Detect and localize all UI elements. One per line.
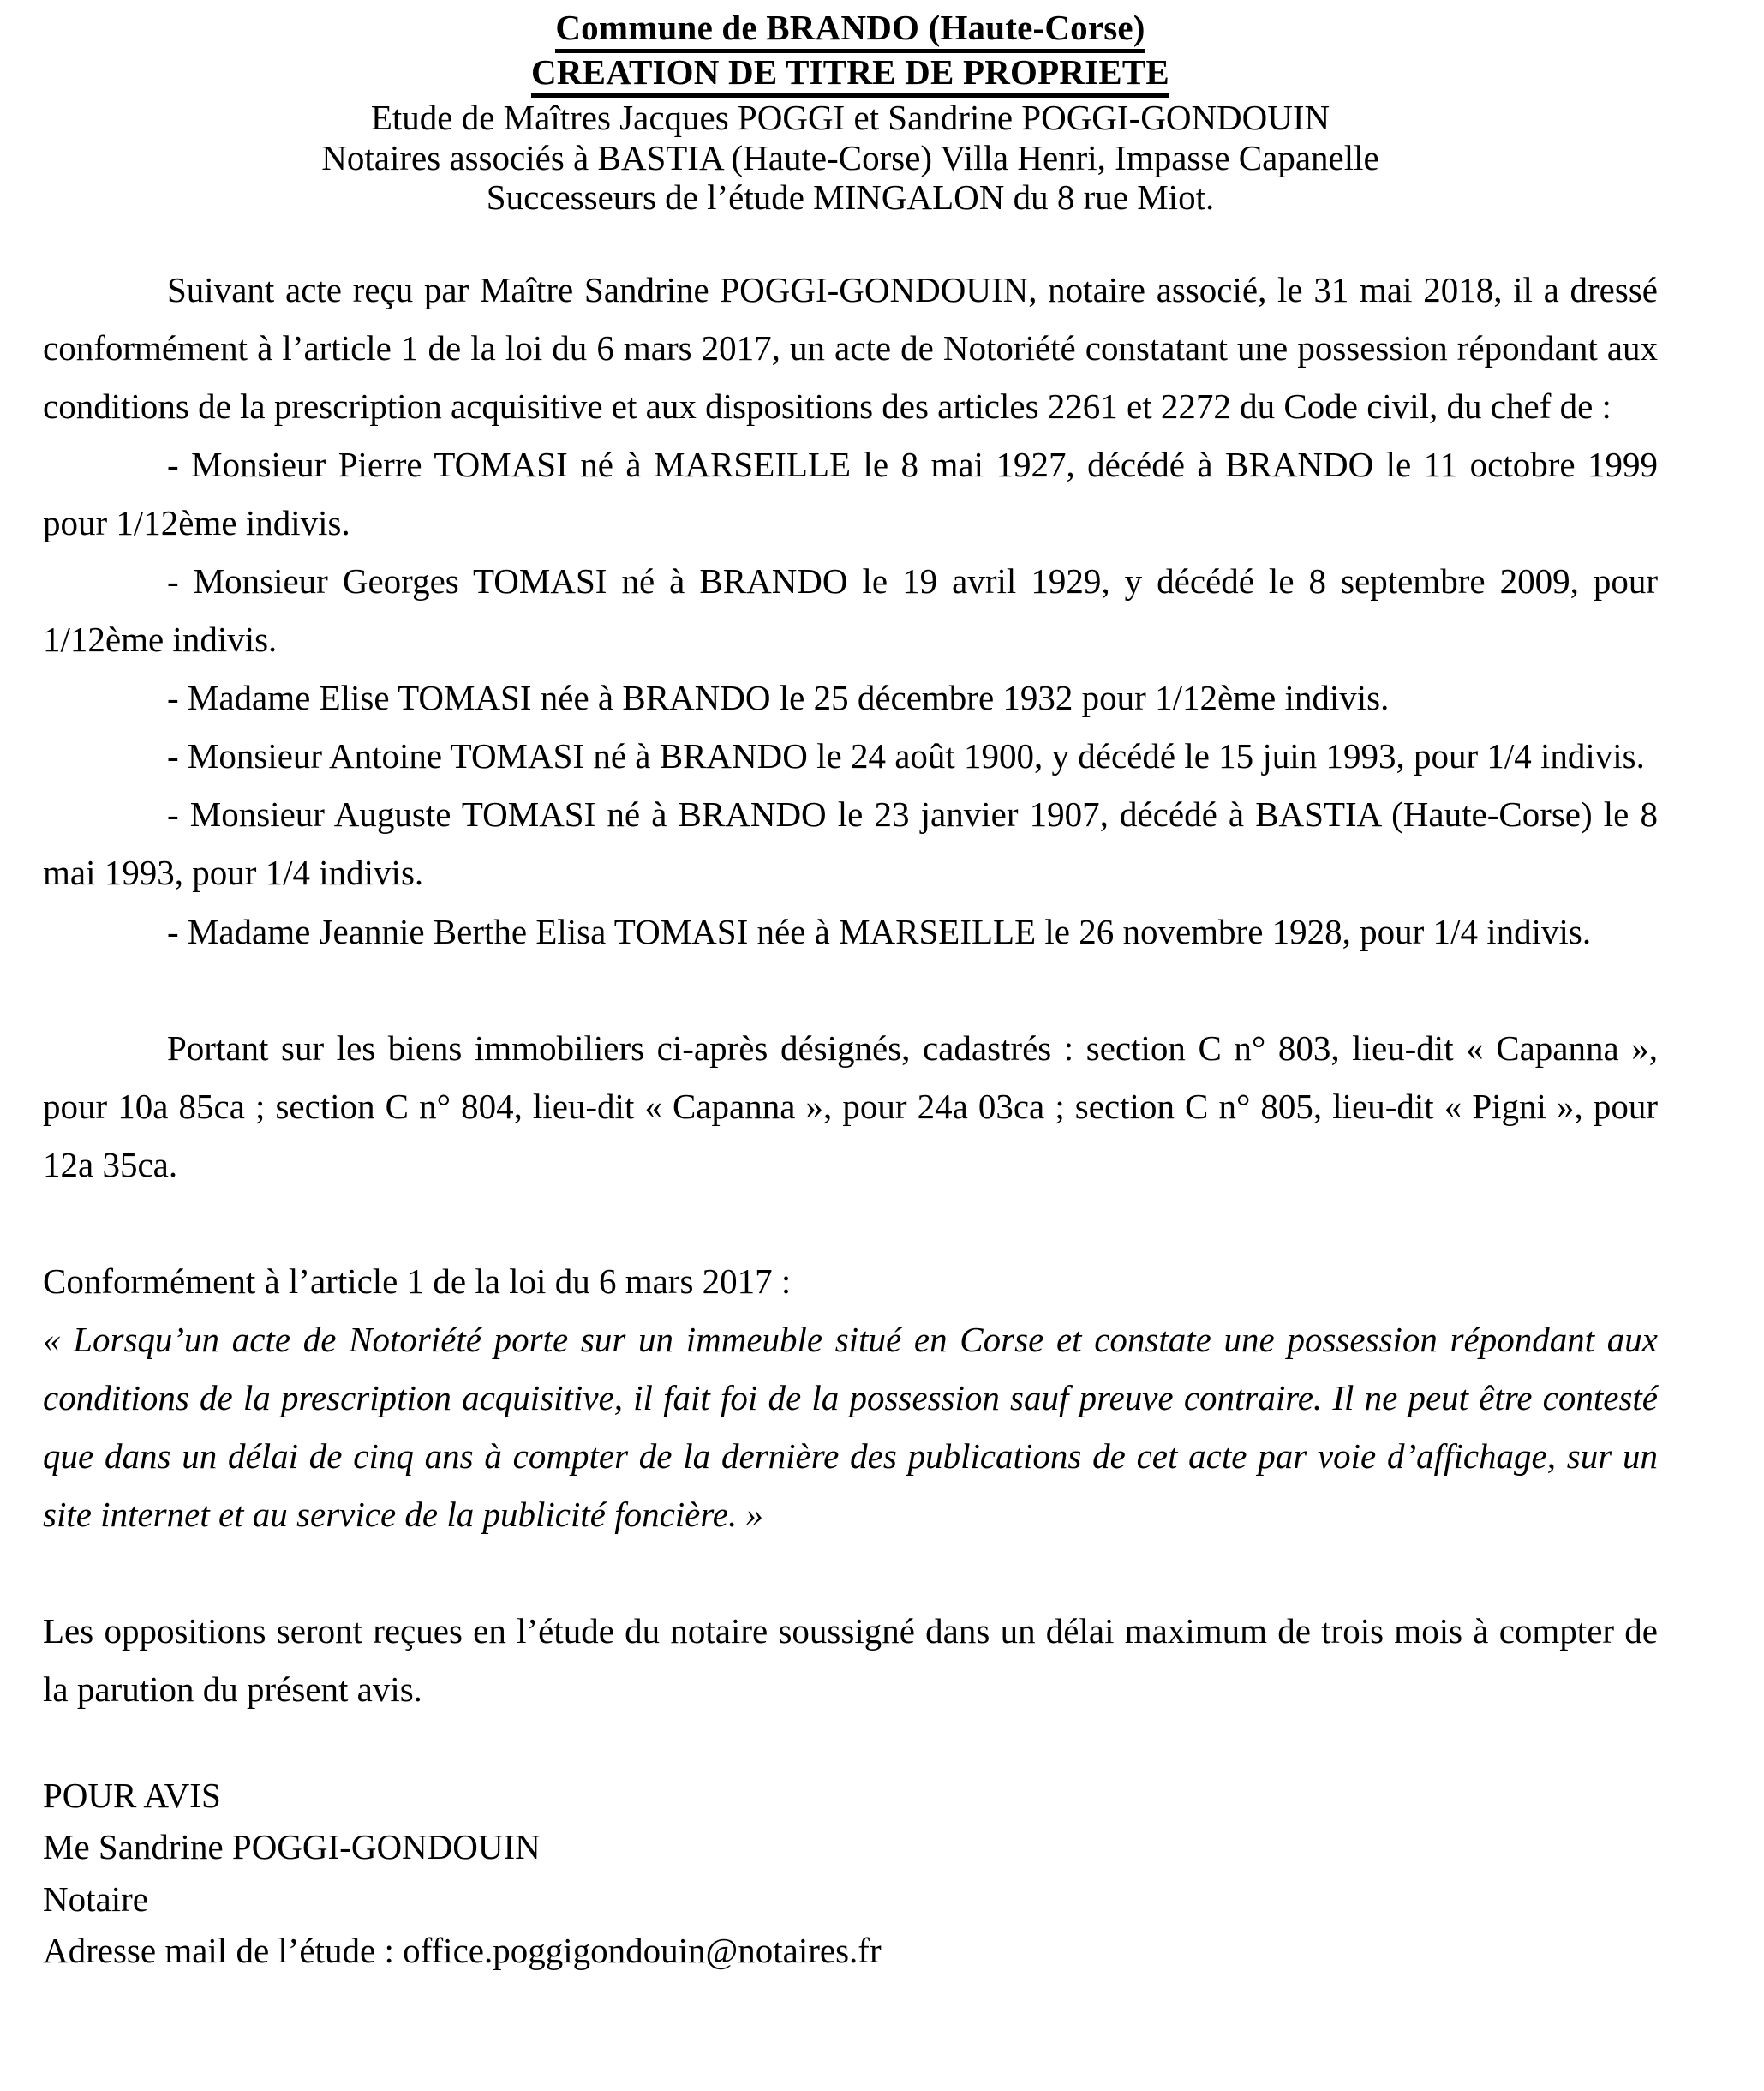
law-intro-line: Conformément à l’article 1 de la loi du 6 mars 2017 :	[43, 1261, 792, 1301]
subtitle-notaires-address: Notaires associés à BASTIA (Haute-Corse) Villa Henri, Impasse Capanelle	[321, 137, 1379, 177]
signature-notary-name: Me Sandrine POGGI-GONDOUIN	[43, 1827, 541, 1867]
page-title-commune	[43, 9, 1658, 53]
signature-pour-avis: POUR AVIS	[43, 1776, 221, 1816]
signature-notary-role: Notaire	[43, 1878, 148, 1919]
page-title-creation	[43, 53, 1658, 98]
spacer-before-oppositions	[43, 1543, 1658, 1602]
spacer-before-property	[43, 961, 1658, 1019]
subtitle-etude: Etude de Maîtres Jacques POGGI et Sandrine POGGI-GONDOUIN	[370, 97, 1330, 137]
property-paragraph: Portant sur les biens immobiliers ci-après désignés, cadastrés : section C n° 803, lieu-dit « Capanna », pour 10a 85ca ; section C n° 804, lieu-dit « Capanna », pour 24a 03ca ; section C n° 805, lieu-dit « Pigni », pour 12a 35ca.	[43, 1028, 1658, 1184]
page-title-commune-text: Commune de BRANDO (Haute-Corse)	[555, 9, 1145, 53]
person-entry-jeannie-tomasi: - Madame Jeannie Berthe Elisa TOMASI née à MARSEILLE le 26 novembre 1928, pour 1/4 indivis.	[167, 911, 1592, 951]
page-title-creation-text: CREATION DE TITRE DE PROPRIETE	[531, 53, 1169, 98]
person-entry-elise-tomasi: - Madame Elise TOMASI née à BRANDO le 25 décembre 1932 pour 1/12ème indivis.	[167, 678, 1390, 718]
signature-block	[43, 1770, 1658, 1976]
oppositions-paragraph: Les oppositions seront reçues en l’étude du notaire soussigné dans un délai maximum de trois mois à compter de la parution du présent avis.	[43, 1610, 1658, 1709]
person-entry-auguste-tomasi: - Monsieur Auguste TOMASI né à BRANDO le 23 janvier 1907, décédé à BASTIA (Haute-Corse) le 8 mai 1993, pour 1/4 indivis.	[43, 794, 1658, 893]
signature-email-line: Adresse mail de l’étude : office.poggigondouin@notaires.fr	[43, 1930, 882, 1970]
document-header	[43, 0, 1658, 218]
document-body	[43, 261, 1658, 1976]
spacer-before-law	[43, 1194, 1658, 1252]
law-quote-paragraph: « Lorsqu’un acte de Notoriété porte sur un immeuble situé en Corse et constate une possession répondant aux conditions de la prescription acquisitive, il fait foi de la possession sauf preuve contraire. Il ne peut être contesté que dans un délai de cinq ans à compter de la dernière des publications de cet acte par voie d’affichage, sur un site internet et au service de la publicité foncière. »	[43, 1319, 1658, 1534]
document-sheet	[43, 0, 1658, 1976]
subtitle-successeurs: Successeurs de l’étude MINGALON du 8 rue Miot.	[486, 177, 1215, 218]
person-entry-antoine-tomasi: - Monsieur Antoine TOMASI né à BRANDO le 24 août 1900, y décédé le 15 juin 1993, pour 1/4 indivis.	[167, 736, 1645, 776]
intro-paragraph: Suivant acte reçu par Maître Sandrine POGGI-GONDOUIN, notaire associé, le 31 mai 2018, il a dressé conformément à l’article 1 de la loi du 6 mars 2017, un acte de Notoriété constatant une possession répondant aux conditions de la prescription acquisitive et aux dispositions des articles 2261 et 2272 du Code civil, du chef de :	[43, 270, 1658, 427]
person-entry-pierre-tomasi: - Monsieur Pierre TOMASI né à MARSEILLE le 8 mai 1927, décédé à BRANDO le 11 octobre 1999 pour 1/12ème indivis.	[43, 445, 1658, 543]
person-entry-georges-tomasi: - Monsieur Georges TOMASI né à BRANDO le 19 avril 1929, y décédé le 8 septembre 2009, pour 1/12ème indivis.	[43, 561, 1658, 660]
